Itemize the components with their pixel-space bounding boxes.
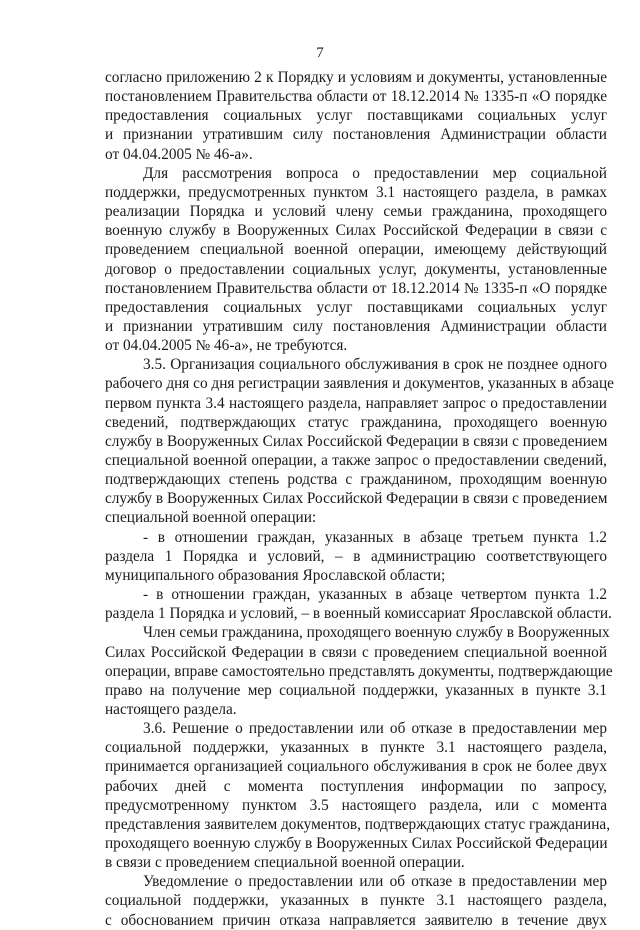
text-line: - в отношении граждан, указанных в абзаце четвертом пункта 1.2	[143, 586, 607, 604]
text-line: раздела 1 Порядка и условий, – в военный комиссариат Ярославской области.	[105, 605, 612, 623]
text-line: первом пункта 3.4 настоящего раздела, направляет запрос о предоставлении	[105, 394, 607, 412]
text-line: договор о предоставлении социальных услуг, документы, установленные	[105, 260, 607, 278]
text-line: социальной поддержки, указанных в пункте 3.1 настоящего раздела,	[105, 892, 607, 910]
text-line: операции, вправе самостоятельно представлять документы, подтверждающие	[105, 662, 613, 680]
text-line: постановлением Правительства области от 18.12.2014 № 1335-п «О порядке	[105, 279, 607, 297]
text-line: и признании утратившим силу постановления Администрации области	[105, 317, 607, 335]
text-line: проведением специальной военной операции, имеющему действующий	[105, 241, 607, 259]
text-line: муниципального образования Ярославской области;	[105, 566, 446, 584]
text-line: принимается организацией социального обслуживания в срок не более двух	[105, 758, 607, 776]
text-line: право на получение мер социальной поддержки, указанных в пункте 3.1	[105, 681, 607, 699]
text-line: Уведомление о предоставлении или об отказе в предоставлении мер	[143, 873, 607, 891]
text-line: и признании утратившим силу постановления Администрации области	[105, 126, 607, 144]
text-line: предусмотренному пунктом 3.5 настоящего раздела, или с момента	[105, 796, 607, 814]
text-line: сведений, подтверждающих статус гражданина, проходящего военную	[105, 413, 607, 431]
text-line: представления заявителем документов, подтверждающих статус гражданина,	[105, 815, 611, 833]
text-line: реализации Порядка и условий члену семьи гражданина, проходящего	[105, 203, 607, 221]
text-line: службу в Вооруженных Силах Российской Федерации в связи с проведением	[105, 432, 608, 450]
text-line: в связи с проведением специальной военной операции.	[105, 854, 465, 872]
text-line: согласно приложению 2 к Порядку и условиям и документы, установленные	[105, 69, 607, 86]
text-line: от 04.04.2005 № 46-а», не требуются.	[105, 337, 348, 355]
text-line: предоставления социальных услуг поставщиками социальных услуг	[105, 298, 607, 316]
text-line: службу в Вооруженных Силах Российской Федерации в связи с проведением	[105, 490, 608, 508]
text-line: специальной военной операции:	[105, 509, 317, 527]
text-line: специальной военной операции, а также запрос о предоставлении сведений,	[105, 452, 607, 469]
text-line: раздела 1 Порядка и условий, – в администрацию соответствующего	[105, 547, 607, 565]
page-number: 7	[316, 45, 324, 61]
text-line: рабочих дней с момента поступления информации по запросу,	[105, 777, 607, 795]
text-line: рабочего дня со дня регистрации заявления и документов, указанных в абзаце	[105, 375, 614, 393]
text-line: с обоснованием причин отказа направляется заявителю в течение двух	[105, 911, 607, 929]
text-line: предоставления социальных услуг поставщиками социальных услуг	[105, 107, 607, 125]
text-line: Член семьи гражданина, проходящего военную службу в Вооруженных	[143, 624, 610, 642]
text-line: 3.5. Организация социального обслуживания в срок не позднее одного	[143, 356, 607, 374]
text-line: от 04.04.2005 № 46-а».	[105, 145, 253, 163]
text-line: проходящего военную службу в Вооруженных Силах Российской Федерации	[105, 835, 608, 852]
text-line: военную службу в Вооруженных Силах Российской Федерации в связи с	[105, 222, 607, 240]
text-line: настоящего раздела.	[105, 700, 237, 718]
text-line: Для рассмотрения вопроса о предоставлении мер социальной	[143, 164, 607, 182]
text-line: - в отношении граждан, указанных в абзаце третьем пункта 1.2	[143, 528, 607, 546]
text-line: подтверждающих степень родства с гражданином, проходящим военную	[105, 471, 607, 489]
text-line: постановлением Правительства области от 18.12.2014 № 1335-п «О порядке	[105, 88, 607, 106]
text-line: поддержки, предусмотренных пунктом 3.1 настоящего раздела, в рамках	[105, 183, 607, 201]
text-line: социальной поддержки, указанных в пункте 3.1 настоящего раздела,	[105, 739, 607, 757]
text-line: Силах Российской Федерации в связи с проведением специальной военной	[105, 643, 607, 661]
text-line: 3.6. Решение о предоставлении или об отказе в предоставлении мер	[143, 720, 607, 738]
